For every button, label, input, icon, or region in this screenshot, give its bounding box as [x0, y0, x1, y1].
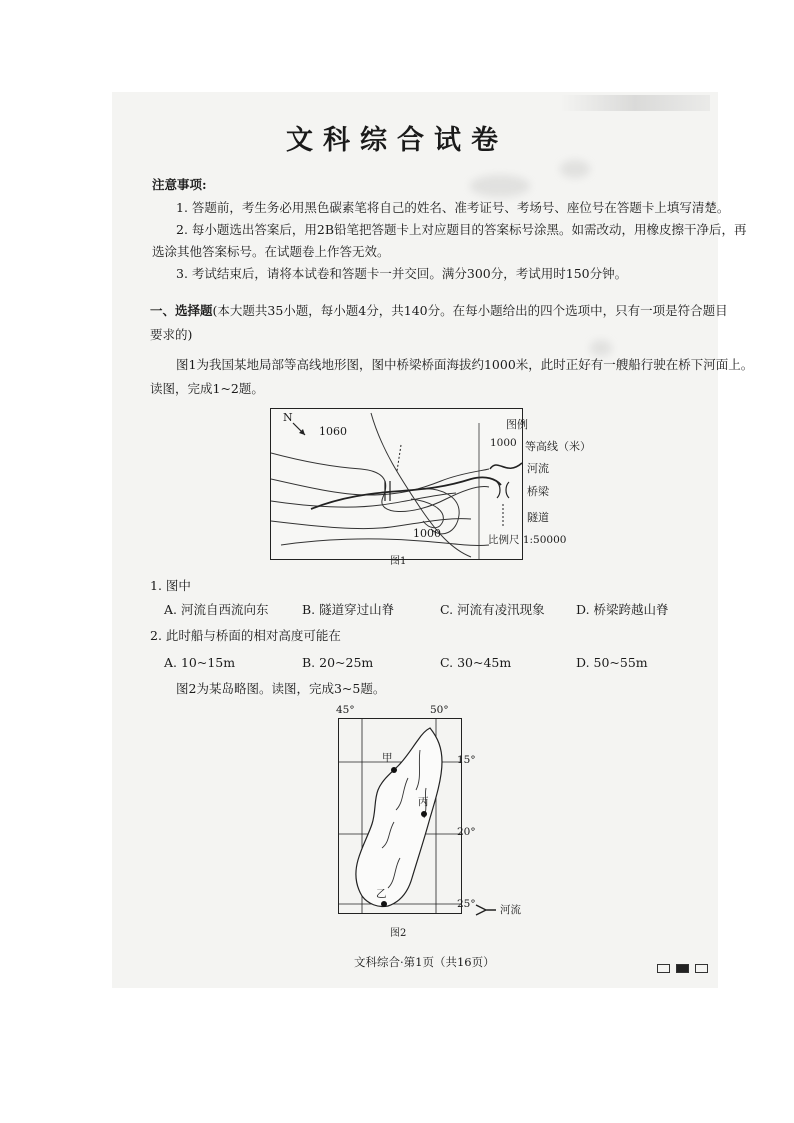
page-mark-filled-icon	[676, 964, 689, 973]
lon-45-label: 45°	[336, 704, 355, 716]
question-2-option-a: A. 10~15m	[164, 655, 236, 670]
lat-25-label: 25°	[457, 898, 476, 910]
north-label: N	[283, 411, 293, 424]
figure-1-caption: 图1	[390, 556, 407, 567]
intro-1-line2: 读图，完成1~2题。	[150, 381, 264, 396]
question-1-option-a: A. 河流自西流向东	[164, 602, 269, 617]
page-marks	[657, 958, 714, 977]
city-jia-marker	[391, 767, 397, 773]
intro-2: 图2为某岛略图。读图，完成3~5题。	[176, 681, 386, 696]
scan-smudge	[560, 160, 590, 178]
contour-line	[271, 519, 471, 529]
legend-bridge-icon	[493, 480, 513, 500]
legend-tunnel-icon	[498, 504, 508, 526]
legend-river-icon	[488, 455, 524, 477]
note-item: 选涂其他答案标号。在试题卷上作答无效。	[152, 244, 390, 259]
legend-tunnel-label: 隧道	[527, 511, 549, 524]
legend-river-icon	[474, 903, 498, 917]
page-title: 文科综合试卷	[286, 125, 508, 156]
city-yi-marker	[381, 901, 387, 907]
city-jia-label: 甲	[382, 752, 393, 764]
island-outline	[356, 728, 442, 907]
figure-2-map	[336, 704, 462, 914]
city-yi-label: 乙	[376, 888, 387, 900]
fig2-legend-river-label: 河流	[500, 904, 521, 916]
notes-heading: 注意事项:	[152, 177, 207, 192]
note-item: 3. 考试结束后，请将本试卷和答题卡一并交回。满分300分，考试用时150分钟。	[176, 266, 628, 281]
question-2-stem: 2. 此时船与桥面的相对高度可能在	[150, 628, 341, 643]
question-1-option-c: C. 河流有凌汛现象	[440, 602, 545, 617]
question-1-stem: 1. 图中	[150, 578, 191, 593]
tunnel-line	[397, 445, 401, 471]
legend-contour-value: 1000	[490, 437, 517, 449]
scan-bleed	[560, 95, 710, 111]
lat-20-label: 20°	[457, 826, 476, 838]
section-heading	[150, 303, 728, 318]
question-2-option-c: C. 30~45m	[440, 655, 512, 670]
legend-bridge-label: 桥梁	[527, 485, 549, 498]
island-map	[338, 718, 462, 914]
lon-50-label: 50°	[430, 704, 449, 716]
section-title: 一、选择题	[150, 303, 213, 318]
scan-smudge	[590, 340, 612, 356]
question-2-option-b: B. 20~25m	[302, 655, 374, 670]
scan-smudge	[470, 175, 530, 197]
legend-contour-label: 等高线（米）	[525, 440, 591, 453]
intro-1-line1: 图1为我国某地局部等高线地形图，图中桥梁桥面海拔约1000米，此时正好有一艘船行驶在桥下河面上。	[176, 357, 754, 372]
legend-river-label: 河流	[527, 462, 549, 475]
question-1-option-b: B. 隧道穿过山脊	[302, 602, 395, 617]
page-footer: 文科综合·第1页（共16页）	[354, 955, 495, 969]
page-mark-icon	[657, 964, 670, 973]
contour-line	[281, 539, 489, 546]
page-mark-icon	[695, 964, 708, 973]
contour-line	[271, 469, 489, 495]
figure-2-caption: 图2	[390, 928, 407, 939]
section-desc-2: 要求的)	[150, 327, 193, 342]
contour-label-top: 1060	[319, 425, 347, 438]
note-item: 1. 答题前，考生务必用黑色碳素笔将自己的姓名、准考证号、考场号、座位号在答题卡上填写清楚。	[176, 200, 730, 215]
question-2-option-d: D. 50~55m	[576, 655, 648, 670]
note-item: 2. 每小题选出答案后，用2B铅笔把答题卡上对应题目的答案标号涂黑。如需改动，用橡皮擦干净后，再	[176, 222, 747, 237]
legend-title: 图例	[506, 418, 528, 431]
figure-1-map	[270, 408, 523, 560]
city-bing-marker	[421, 811, 427, 817]
city-bing-label: 丙	[418, 796, 429, 808]
section-desc: (本大题共35小题，每小题4分，共140分。在每小题给出的四个选项中，只有一项是符合题目	[212, 303, 728, 318]
contour-map	[271, 409, 522, 559]
legend-scale: 比例尺 1:50000	[488, 534, 567, 546]
question-1-option-d: D. 桥梁跨越山脊	[576, 602, 669, 617]
lat-15-label: 15°	[457, 754, 476, 766]
contour-label-bottom: 1000	[413, 527, 441, 540]
